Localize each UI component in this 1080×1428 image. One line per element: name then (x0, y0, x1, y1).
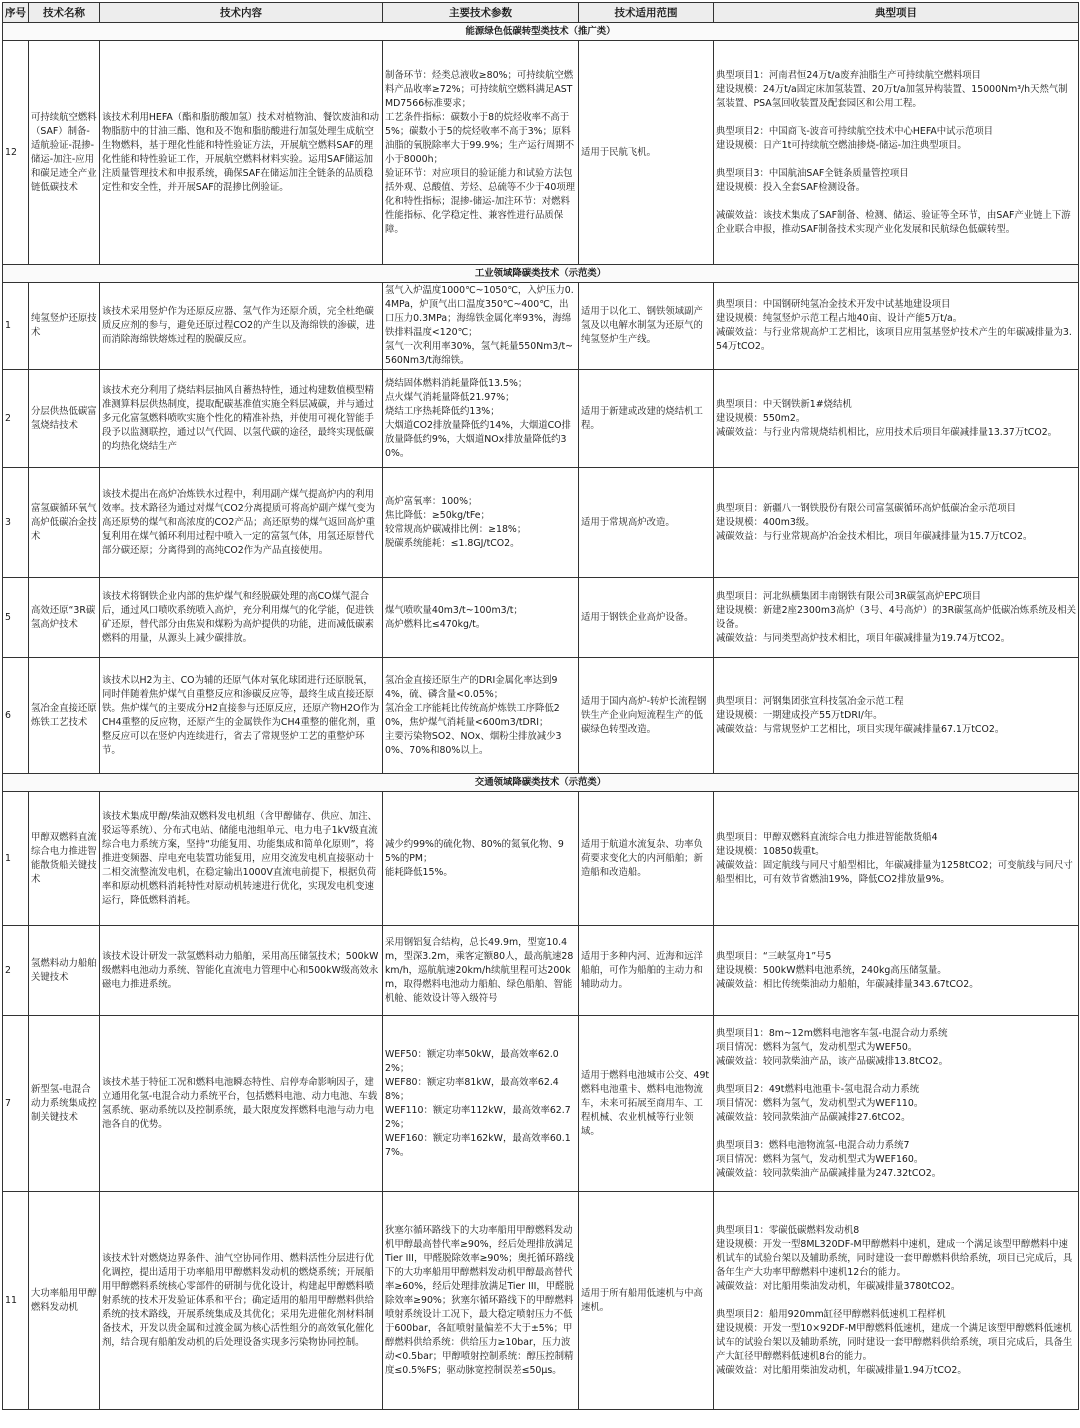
tech-params: 氢气入炉温度1000℃~1050℃，入炉压力0.4MPa，炉顶气出口温度350℃~400℃，出口压力0.3MPa；海绵铁金属化率93%，海绵铁排料温度<120℃； 氢气一次利用率30%，氢气耗量550Nm3/t~560Nm3/t海绵铁。 (383, 283, 579, 370)
technology-catalog-table (2, 2, 1079, 1410)
typical-projects: 典型项目：河北纵横集团丰南钢铁有限公司3R碳氢高炉EPC项目 建设规模：新建2座2300m3高炉（3号、4号高炉）的3R碳氢高炉低碳冶炼系统及相关设备。 减碳效益：与同类型高炉技术相比，项目年碳减排量为19.74万tCO2。 (714, 578, 1079, 658)
tech-scope: 适用于国内高炉-转炉长流程钢铁生产企业向短流程生产的低碳绿色转型改造。 (579, 658, 714, 774)
row-number: 1 (3, 283, 29, 370)
header-params: 主要技术参数 (383, 3, 579, 23)
typical-projects: 典型项目：甲醇双燃料直流综合电力推进智能散货船4 建设规模：10850载重t。 减碳效益：固定航线与同尺寸船型相比，年碳减排量为1258tCO2；可变航线与同尺寸船型相比，可有效节省燃油19%，降低CO2排放量9%。 (714, 792, 1079, 926)
tech-name: 氢冶金直接还原炼铁工艺技术 (29, 658, 100, 774)
tech-scope: 适用于常规高炉改造。 (579, 468, 714, 578)
table-row (3, 658, 1079, 774)
typical-projects: 典型项目：“三峡氢舟1”号5 建设规模：500kW燃料电池系统，240kg高压储氢量。 减碳效益：相比传统柴油动力船舶，年碳减排量343.67tCO2。 (714, 926, 1079, 1016)
tech-params: WEF50：额定功率50kW，最高效率62.02%； WEF80：额定功率81kW，最高效率62.48%； WEF110：额定功率112kW，最高效率62.72%； WEF160：额定功率162kW，最高效率60.17%。 (383, 1016, 579, 1192)
table-row (3, 792, 1079, 926)
header-scope: 技术适用范围 (579, 3, 714, 23)
tech-params: 烧结固体燃料消耗量降低13.5%； 点火煤气消耗量降低21.97%； 烧结工序热耗降低约13%； 大烟道CO2排放量降低约14%，大烟道CO排放量降低约9%，大烟道NOx排放量降低约30%。 (383, 370, 579, 468)
header-no: 序号 (3, 3, 29, 23)
section-title: 交通领域降碳类技术（示范类） (3, 774, 1079, 792)
tech-scope: 适用于燃料电池城市公交、49t燃料电池重卡、燃料电池物流车，未来可拓展至商用车、工程机械、农业机械等行业领域。 (579, 1016, 714, 1192)
tech-scope: 适用于多种内河、近海和远洋船舶，可作为船舶的主动力和辅助动力。 (579, 926, 714, 1016)
section-row (3, 23, 1079, 41)
table-row (3, 41, 1079, 265)
tech-params: 高炉富氧率：100%； 焦比降低：≥50kg/tFe； 较常规高炉碳减排比例：≥18%； 脱碳系统能耗：≤1.8GJ/tCO2。 (383, 468, 579, 578)
tech-params: 煤气喷吹量40m3/t~100m3/t； 高炉燃料比≤470kg/t。 (383, 578, 579, 658)
tech-name: 高效还原“3R碳氢高炉技术 (29, 578, 100, 658)
table-row (3, 1016, 1079, 1192)
tech-name: 可持续航空燃料（SAF）制备-适航验证-混掺-储运-加注-应用和碳足迹全产业链低碳技术 (29, 41, 100, 265)
tech-scope: 适用于钢铁企业高炉设备。 (579, 578, 714, 658)
row-number: 3 (3, 468, 29, 578)
header-name: 技术名称 (29, 3, 100, 23)
tech-scope: 适用于航道水流复杂、功率负荷要求变化大的内河船舶；新造船和改造船。 (579, 792, 714, 926)
tech-params: 狄塞尔循环路线下的大功率船用甲醇燃料发动机甲醇最高替代率≥90%，经后处理排放满足Tier III，甲醛脱除效率≥90%；奥托循环路线下的大功率船用甲醇燃料发动机甲醇最高替代率≥60%，经后处理排放满足Tier III，甲醛脱除效率≥90%；狄塞尔循环路线下的甲醇燃料喷射系统设计工况下，最大稳定喷射压力不低于600bar，各缸喷射量偏差不大于±5%；甲醇燃料供给系统：供给压力≥10bar，压力波动<0.5bar；甲醇喷射控制系统：醇压控制精度≤0.5%FS；驱动脉宽控制误差≤50μs。 (383, 1192, 579, 1410)
section-row (3, 774, 1079, 792)
row-number: 6 (3, 658, 29, 774)
tech-name: 富氢碳循环氧气高炉低碳冶金技术 (29, 468, 100, 578)
row-number: 12 (3, 41, 29, 265)
row-number: 2 (3, 370, 29, 468)
typical-projects: 典型项目：河钢集团张宣科技氢冶金示范工程 建设规模：一期建成投产55万tDRI/年。 减碳效益：与常规竖炉工艺相比，项目实现年碳减排量67.1万tCO2。 (714, 658, 1079, 774)
section-row (3, 265, 1079, 283)
tech-scope: 适用于民航飞机。 (579, 41, 714, 265)
table-row (3, 468, 1079, 578)
tech-content: 该技术集成甲醇/柴油双燃料发电机组（含甲醇储存、供应、加注、驳运等系统）、分布式电站、储能电池组单元、电力电子1kV级直流综合电力系统方案，坚持“功能复用、功能集成和简单化原则”，将推进变频器、岸电充电装置功能复用，应用交流发电机直接驱动十二相交流整流发电机，在稳定输出1000V直流电前提下，根据负荷率和原动机燃料消耗特性对原动机转速进行优化，实现发电机变速运行，降低燃料消耗。 (100, 792, 383, 926)
table-row (3, 926, 1079, 1016)
tech-name: 氢燃料动力船舶关键技术 (29, 926, 100, 1016)
section-title: 工业领域降碳类技术（示范类） (3, 265, 1079, 283)
table-row (3, 1192, 1079, 1410)
tech-content: 该技术基于特征工况和燃料电池瞬态特性、启停寿命影响因子，建立通用化氢-电混合动力系统平台，包括燃料电池、动力电池、车载氢系统、驱动系统以及控制系统，最大限度发挥燃料电池与动力电池各自的优势。 (100, 1016, 383, 1192)
typical-projects: 典型项目：中国钢研纯氢冶金技术开发中试基地建设项目 建设规模：纯氢竖炉示范工程占地40亩、设计产能5万t/a。 减碳效益：与行业常规高炉工艺相比，该项目应用氢基竖炉技术产生的年碳减排量为3.54万tCO2。 (714, 283, 1079, 370)
tech-content: 该技术提出在高炉冶炼铁水过程中，利用副产煤气提高炉内的利用效率。技术路径为通过对煤气CO2分离提质可将高炉副产煤气变为高还原势的煤气和高浓度的CO2产品；高还原势的煤气返回高炉重复利用在煤气循环利用过程中喷入一定的富氢气体，用氢还原替代部分碳还原；分离得到的高纯CO2作为产品直接使用。 (100, 468, 383, 578)
tech-content: 该技术以H2为主、CO为辅的还原气体对氧化球团进行还原脱氧，同时伴随着焦炉煤气自重整反应和渗碳反应等，最终生成直接还原铁。焦炉煤气的主要成分H2直接参与还原反应，还原产物H2O作为CH4重整的反应物，还原产生的金属铁作为CH4重整的催化剂，重整反应可以在竖炉内连续进行，省去了常规竖炉工艺的重整炉环节。 (100, 658, 383, 774)
table-row (3, 283, 1079, 370)
tech-content: 该技术将钢铁企业内部的焦炉煤气和经脱碳处理的高CO煤气混合后，通过风口喷吹系统喷入高炉，充分利用煤气的化学能，促进铁矿还原，替代部分由焦炭和煤粉为高炉提供的功能，进而减低碳素燃料的用量，从源头上减少碳排放。 (100, 578, 383, 658)
row-number: 11 (3, 1192, 29, 1410)
tech-params: 减少约99%的硫化物、80%的氮氧化物、95%的PM； 能耗降低15%。 (383, 792, 579, 926)
header-row (3, 3, 1079, 23)
section-title: 能源绿色低碳转型类技术（推广类） (3, 23, 1079, 41)
tech-content: 该技术设计研发一款氢燃料动力船舶，采用高压储氢技术；500kW级燃料电池动力系统、智能化直流电力管理中心和500kW级高效永磁电力推进系统。 (100, 926, 383, 1016)
typical-projects: 典型项目1：零碳低碳燃料发动机8 建设规模：开发一型8ML320DF-M甲醇燃料中速机，建成一个满足该型甲醇燃料中速机试车的试验台架以及辅助系统，同时建设一套甲醇燃料供给系统，项目已完成后，具备年生产大功率甲醇燃料中速机12台的能力。 减碳效益：对比船用柴油发动机，年碳减排量3780tCO2。 典型项目2：船用920mm缸径甲醇燃料低速机工程样机 建设规模：开发一型10×92DF-M甲醇燃料低速机，建成一个满足该型甲醇燃料低速机试车的试验台架以及辅助系统，同时建设一套甲醇燃料供给系统，项目完成后，具备生产大缸径甲醇燃料低速机8台的能力。 减碳效益：对比船用柴油发动机，年碳减排量1.94万tCO2。 (714, 1192, 1079, 1410)
tech-content: 该技术针对燃烧边界条件、油气空协同作用、燃料活性分层进行优化调控，提出适用于功率船用甲醇燃料发动机的燃烧系统；开展船用甲醇燃料系统核心零部件的研制与优化设计，构建起甲醇燃料喷射系统的技术开发验证体系和平台；确定适用的船用甲醇燃料供给系统的技术路线，开展系统集成及其优化；采用先进催化剂材料制备技术，开发以贵金属和过渡金属为核心活性组分的高效氧化催化剂，结合现有船舶发动机的后处理设备实现多污染物协同控制。 (100, 1192, 383, 1410)
table-row (3, 370, 1079, 468)
tech-scope: 适用于以化工、钢铁领域副产氢及以电解水制氢为还原气的纯氢竖炉生产线。 (579, 283, 714, 370)
tech-name: 纯氢竖炉还原技术 (29, 283, 100, 370)
header-content: 技术内容 (100, 3, 383, 23)
tech-content: 该技术充分利用了烧结料层抽风自蓄热特性，通过构建数值模型精准测算料层供热制度，提取配碳基准值实施全料层减碳，并与通过多元化富氢燃料喷吹实施个性化的精准补热，并使用可视化智能手段予以监测联控，通过以气代固、以氢代碳的途径，最终实现低碳的均热化烧结生产 (100, 370, 383, 468)
tech-content: 该技术利用HEFA（酯和脂肪酸加氢）技术对植物油、餐饮废油和动物脂肪中的甘油三酯、饱和及不饱和脂肪酸进行加氢处理生成航空生物燃料，基于理化性能和特性验证方法，开展航空燃料SAF的理化性能和特性验证工作，开展航空燃料材料实验。运用SAF储运加注质量管理技术和申报系统，确保SAF在储运加注全链条的品质稳定性和安全性，并开展SAF的混掺比例验证。 (100, 41, 383, 265)
tech-scope: 适用于新建或改建的烧结机工程。 (579, 370, 714, 468)
row-number: 7 (3, 1016, 29, 1192)
typical-projects: 典型项目：新疆八一钢铁股份有限公司富氢碳循环高炉低碳冶金示范项目 建设规模：400m3级。 减碳效益：与行业常规高炉冶金技术相比，项目年碳减排量为15.7万tCO2。 (714, 468, 1079, 578)
tech-name: 甲醇双燃料直流综合电力推进智能散货船关键技术 (29, 792, 100, 926)
tech-content: 该技术采用竖炉作为还原反应器、氢气作为还原介质，完全杜绝碳质反应剂的参与，避免还原过程CO2的产生以及海绵铁的渗碳，进而消除海绵铁熔炼过程的脱碳反应。 (100, 283, 383, 370)
row-number: 1 (3, 792, 29, 926)
typical-projects: 典型项目：中天钢铁新1#烧结机 建设规模：550m2。 减碳效益：与行业内常规烧结机相比，应用技术后项目年碳减排量13.37万tCO2。 (714, 370, 1079, 468)
typical-projects: 典型项目1：河南君恒24万t/a废弃油脂生产可持续航空燃料项目 建设规模：24万t/a固定床加氢装置、20万t/a加氢异构装置、15000Nm³/h天然气制氢装置、PSA氢回收装置及配套园区和公用工程。 典型项目2：中国商飞-波音可持续航空技术中心HEFA中试示范项目 建设规模：日产1t可持续航空燃油掺烧-储运-加注典型项目。 典型项目3：中国航油SAF全链条质量管控项目 建设规模：投入全套SAF检测设备。 减碳效益：该技术集成了SAF制备、检测、储运、验证等全环节，由SAF产业链上下游企业联合申报，推动SAF制备技术实现产业化发展和民航绿色低碳转型。 (714, 41, 1079, 265)
tech-params: 采用钢铝复合结构，总长49.9m，型宽10.4m，型深3.2m，乘客定额80人，最高航速28km/h，巡航航速20km/h续航里程可达200km，取得燃料电池动力船舶、绿色船舶、智能机舱、能效设计等入级符号 (383, 926, 579, 1016)
tech-scope: 适用于所有船用低速机与中高速机。 (579, 1192, 714, 1410)
row-number: 2 (3, 926, 29, 1016)
tech-params: 氢冶金直接还原生产的DRI金属化率达到94%，硫、磷含量<0.05%； 氢冶金工序能耗比传统高炉炼铁工序降低20%，焦炉煤气消耗量<600m3/tDRI； 主要污染物SO2、NOx、烟粉尘排放减少30%、70%和80%以上。 (383, 658, 579, 774)
header-projects: 典型项目 (714, 3, 1079, 23)
tech-params: 制备环节：烃类总液收≥80%；可持续航空燃料产品收率≥72%；可持续航空燃料满足ASTMD7566标准要求； 工艺条件指标：碳数小于8的烷烃收率不高于5%；碳数小于5的烷烃收率不高于3%；原料油脂的氧脱除率大于99.9%；生产运行周期不小于8000h； 验证环节：对应项目的验证能力和试验方法包括外观、总酸值、芳烃、总硫等不少于40项理化和特性指标；混掺-储运-加注环节：对燃料性能指标、化学稳定性、兼容性进行品质保障。 (383, 41, 579, 265)
tech-name: 大功率船用甲醇燃料发动机 (29, 1192, 100, 1410)
tech-name: 分层供热低碳富氢烧结技术 (29, 370, 100, 468)
tech-name: 新型氢-电混合动力系统集成控制关键技术 (29, 1016, 100, 1192)
row-number: 5 (3, 578, 29, 658)
typical-projects: 典型项目1：8m~12m燃料电池客车氢-电混合动力系统 项目情况：燃料为氢气，发动机型式为WEF50。 减碳效益：较同款柴油产品，该产品碳减排13.8tCO2。 典型项目2：49t燃料电池重卡-氢电混合动力系统 项目情况：燃料为氢气，发动机型式为WEF110。 减碳效益：较同款柴油产品碳减排27.6tCO2。 典型项目3：燃料电池物流氢-电混合动力系统7 项目情况：燃料为氢气，发动机型式为WEF160。 减碳效益：较同款柴油产品碳减排量为247.32tCO2。 (714, 1016, 1079, 1192)
table-row (3, 578, 1079, 658)
